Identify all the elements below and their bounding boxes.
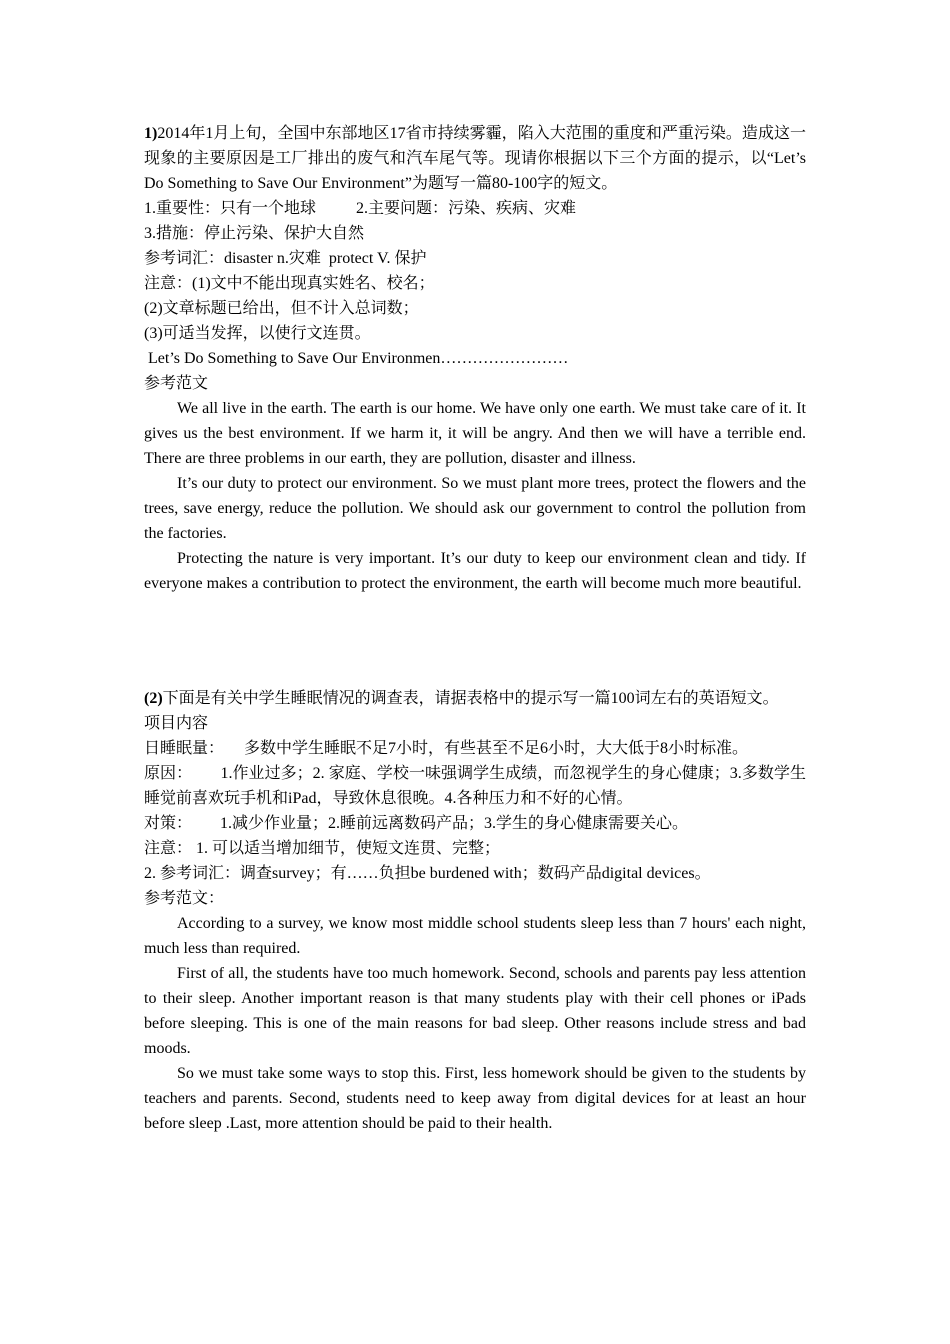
q1-points-2: 3.措施：停止污染、保护大自然 bbox=[144, 225, 365, 242]
q1-title-line: Let’s Do Something to Save Our Environmen…………………… bbox=[144, 350, 569, 367]
q2-note-1: 注意： 1. 可以适当增加细节，使短文连贯、完整； bbox=[144, 840, 501, 857]
section-spacer bbox=[144, 596, 806, 686]
q1-paragraph-1: We all live in the earth. The earth is our home. We have only one earth. We must take care of it. It gives us the best environment. If we harm it, it will be angry. And then we will have a terrible end. There are three problems in our earth, they are pollution, disaster and illness. bbox=[144, 400, 806, 467]
q1-note-3: (3)可适当发挥，以使行文连贯。 bbox=[144, 325, 371, 342]
q2-table-header: 项目内容 bbox=[144, 715, 209, 732]
q1-sample-label: 参考范文 bbox=[144, 375, 209, 392]
q2-measures: 对策： 1.减少作业量；2.睡前远离数码产品；3.学生的身心健康需要关心。 bbox=[144, 815, 689, 832]
q2-reasons: 原因： 1.作业过多；2. 家庭、学校一味强调学生成绩，而忽视学生的身心健康；3.多数学生睡觉前喜欢玩手机和iPad，导致休息很晚。4.各种压力和不好的心情。 bbox=[144, 765, 806, 807]
q2-intro bbox=[144, 686, 806, 711]
document-body bbox=[144, 121, 810, 1136]
q2-paragraph-1: According to a survey, we know most middle school students sleep less than 7 hours' each night, much less than required. bbox=[144, 915, 806, 957]
q2-paragraph-3: So we must take some ways to stop this. First, less homework should be given to the students by teachers and parents. Second, students need to keep away from digital devices for at least an hour before sleep .Last, more attention should be paid to their health. bbox=[144, 1065, 806, 1132]
q1-note-1: 注意：(1)文中不能出现真实姓名、校名； bbox=[144, 275, 435, 292]
q1-paragraph-2: It’s our duty to protect our environment. So we must plant more trees, protect the flowers and the trees, save energy, reduce the pollution. We should ask our government to control the pollution from the factories. bbox=[144, 475, 806, 542]
q1-vocab: 参考词汇：disaster n.灾难 protect V. 保护 bbox=[144, 250, 427, 267]
q2-sleep-amount: 日睡眠量： 多数中学生睡眠不足7小时，有些甚至不足6小时，大大低于8小时标准。 bbox=[144, 740, 749, 757]
q1-number: 1) bbox=[144, 125, 158, 142]
q2-intro-text: 下面是有关中学生睡眠情况的调查表，请据表格中的提示写一篇100词左右的英语短文。 bbox=[162, 690, 779, 707]
q1-points-1: 1.重要性：只有一个地球 2.主要问题：污染、疾病、灾难 bbox=[144, 200, 577, 217]
q2-paragraph-2: First of all, the students have too much homework. Second, schools and parents pay less attention to their sleep. Another important reason is that many students play with their cell phones or iPads before sleeping. This is one of the main reasons for bad sleep. Other reasons include stress and bad moods. bbox=[144, 965, 806, 1057]
q1-paragraph-3: Protecting the nature is very important. It’s our duty to keep our environment clean and tidy. If everyone makes a contribution to protect the environment, the earth will become much more beautiful. bbox=[144, 550, 806, 592]
q2-sample-label: 参考范文： bbox=[144, 890, 225, 907]
q2-number: (2) bbox=[144, 690, 163, 707]
q2-note-2: 2. 参考词汇：调查survey；有……负担be burdened with；数码产品digital devices。 bbox=[144, 865, 711, 882]
q1-note-2: (2)文章标题已给出，但不计入总词数； bbox=[144, 300, 419, 317]
q1-intro-text: 2014年1月上旬，全国中东部地区17省市持续雾霾，陷入大范围的重度和严重污染。造成这一现象的主要原因是工厂排出的废气和汽车尾气等。现请你根据以下三个方面的提示，以“Let’s Do Something to Save Our Environment”为题写一篇80-100字的短文。 bbox=[144, 125, 810, 192]
q1-intro bbox=[144, 121, 810, 196]
